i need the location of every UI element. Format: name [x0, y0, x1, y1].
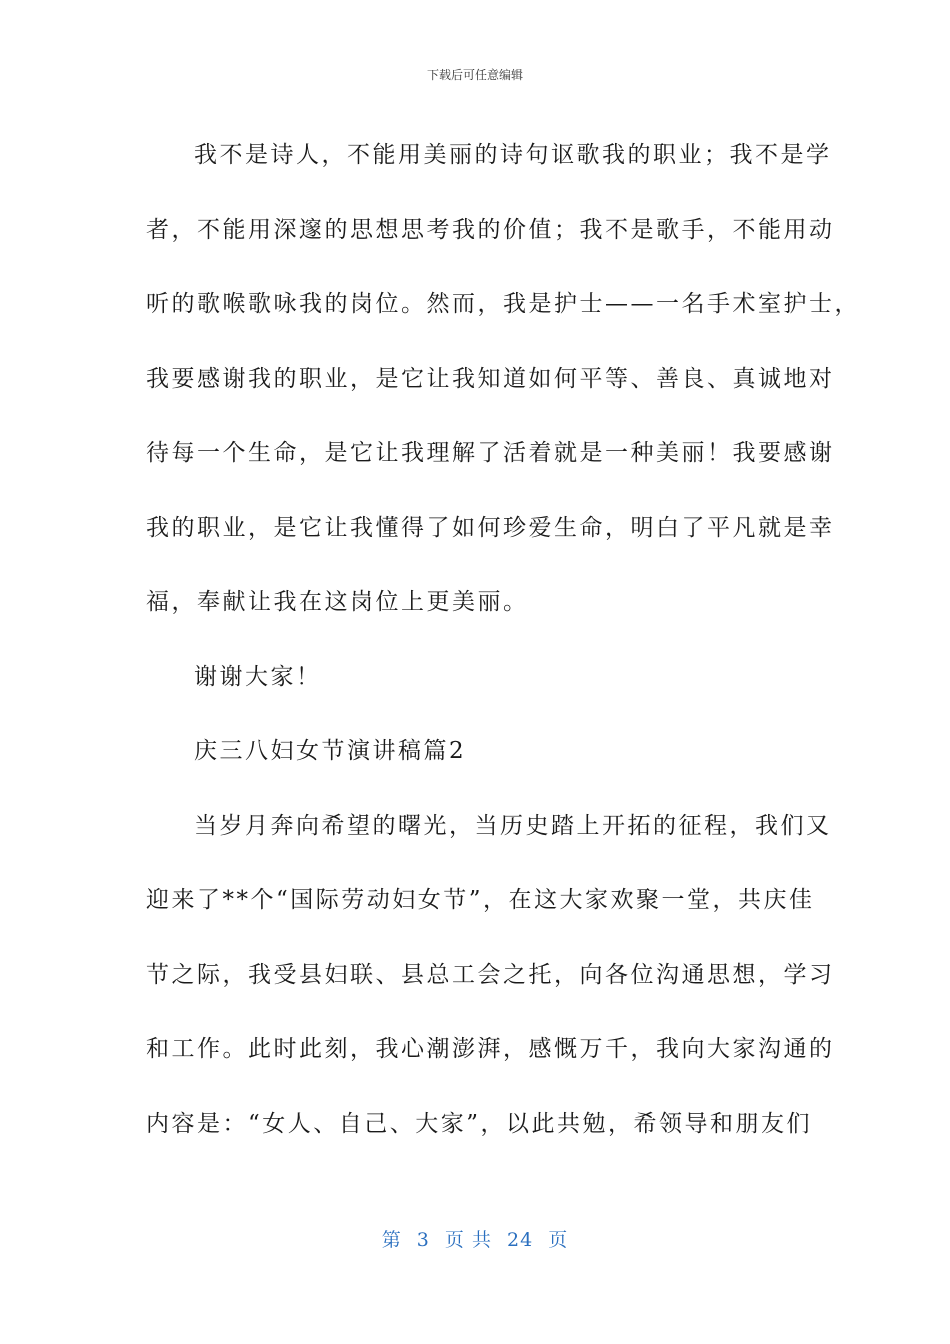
paragraph-line: 迎来了**个“国际劳动妇女节”，在这大家欢聚一堂，共庆佳 [146, 887, 815, 913]
total-pages: 24 [507, 1229, 534, 1251]
paragraph-line: 内容是：“女人、自己、大家”，以此共勉，希领导和朋友们 [146, 1110, 813, 1137]
paragraph-line: 我的职业，是它让我懂得了如何珍爱生命，明白了平凡就是幸 [146, 514, 835, 541]
paragraph-line: 待每一个生命，是它让我理解了活着就是一种美丽！我要感谢 [146, 440, 835, 466]
paragraph-line: 福，奉献让我在这岗位上更美丽。 [146, 589, 529, 615]
paragraph-line: 我要感谢我的职业，是它让我知道如何平等、善良、真诚地对 [146, 365, 835, 392]
section-heading: 庆三八妇女节演讲稿篇2 [194, 738, 467, 764]
current-page-number: 3 [416, 1229, 430, 1251]
footer-suffix: 页 [548, 1229, 569, 1251]
paragraph-line: 我不是诗人，不能用美丽的诗句讴歌我的职业；我不是学 [194, 142, 832, 168]
closing-line: 谢谢大家！ [194, 663, 322, 690]
paragraph-line: 当岁月奔向希望的曙光，当历史踏上开拓的征程，我们又 [194, 812, 832, 839]
footer-prefix: 第 [381, 1229, 402, 1251]
document-body [146, 118, 860, 1161]
footer-mid: 页 共 [444, 1229, 492, 1251]
page-header: 下载后可任意编辑 [426, 68, 523, 82]
paragraph-line: 者，不能用深邃的思想思考我的价值；我不是歌手，不能用动 [146, 216, 835, 243]
page-number-footer [0, 1225, 950, 1252]
paragraph-line: 听的歌喉歌咏我的岗位。然而，我是护士——一名手术室护士， [146, 291, 860, 317]
paragraph-line: 和工作。此时此刻，我心潮澎湃，感慨万千，我向大家沟通的 [146, 1036, 835, 1062]
paragraph-line: 节之际，我受县妇联、县总工会之托，向各位沟通思想，学习 [146, 961, 835, 988]
